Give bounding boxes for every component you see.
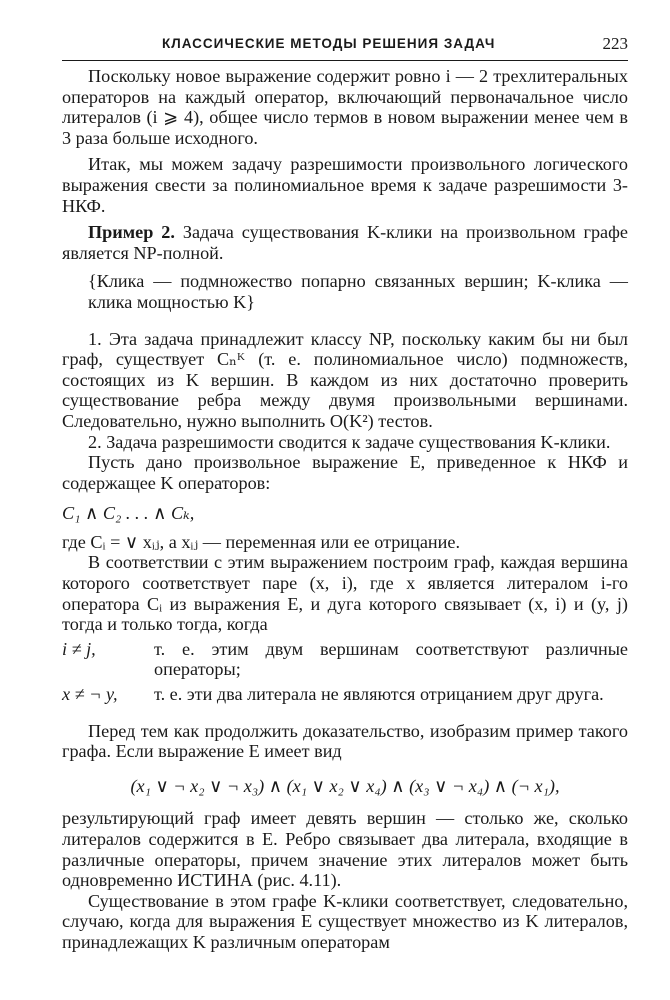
example-text: Задача существования K-клики на произвольном графе является NP-полной. bbox=[62, 222, 628, 263]
paragraph: результирующий граф имеет девять вершин — столько же, сколько литералов содержится в E. Ребро связывает два литерала, входящие в различные операторы, причем значение этих литералов может быть одновременно ИСТИНА (рис. 4.11). bbox=[62, 808, 628, 891]
condition-rhs: т. е. эти два литерала не являются отрицанием друг друга. bbox=[154, 684, 604, 705]
condition-lhs: i ≠ j, bbox=[62, 638, 96, 659]
formula-expression: (x₁ ∨ ¬ x₂ ∨ ¬ x₃) ∧ (x₁ ∨ x₂ ∨ x₄) ∧ (x₃ ∨ ¬ x₄) ∧ (¬ x₁), bbox=[130, 775, 560, 796]
paragraph: Итак, мы можем задачу разрешимости произвольного логического выражения свести за полиномиальное время к задаче разрешимости 3-НКФ. bbox=[62, 154, 628, 216]
paragraph: 1. Эта задача принадлежит классу NP, поскольку каким бы ни был граф, существует Cₙᴷ (т. е. полиномиальное число) подмножеств, состоящих из K вершин. В каждом из них достаточно проверить существование ребра между двумя произвольными вершинами. Следовательно, нужно выполнить O(K²) тестов. bbox=[62, 328, 628, 431]
condition-rhs: т. е. этим двум вершинам соответствуют различные операторы; bbox=[154, 638, 628, 680]
formula-conjunction: C₁ ∧ C₂ . . . ∧ Cₖ, bbox=[62, 503, 195, 524]
paragraph: 2. Задача разрешимости сводится к задаче существования K-клики. bbox=[88, 431, 611, 452]
condition-row bbox=[62, 639, 628, 680]
example-label: Пример 2. bbox=[88, 222, 175, 243]
example-paragraph bbox=[62, 222, 628, 263]
paragraph: Перед тем как продолжить доказательство, изобразим пример такого графа. Если выражение E имеет вид bbox=[62, 720, 628, 762]
paragraph: Поскольку новое выражение содержит ровно i — 2 трехлитеральных операторов на каждый оператор, включающий первоначальное число литералов (i ⩾ 4), общее число термов в новом выражении менее чем в 3 раза больше исходного. bbox=[62, 66, 628, 148]
running-title: КЛАССИЧЕСКИЕ МЕТОДЫ РЕШЕНИЯ ЗАДАЧ bbox=[162, 36, 496, 51]
condition-lhs: x ≠ ¬ y, bbox=[62, 684, 118, 705]
page-body bbox=[62, 66, 628, 953]
page-number: 223 bbox=[602, 34, 628, 53]
definition-note: {Клика — подмножество попарно связанных вершин; K-клика — клика мощностью K} bbox=[88, 271, 628, 312]
paragraph: Существование в этом графе K-клики соответствует, следовательно, случаю, когда для выражения E существует множество из K литералов, принадлежащих K различным операторам bbox=[62, 890, 628, 952]
condition-row bbox=[62, 684, 628, 705]
paragraph: Пусть дано произвольное выражение E, приведенное к НКФ и содержащее K операторов: bbox=[62, 452, 628, 493]
running-header bbox=[62, 34, 628, 61]
paragraph: где Cᵢ = ∨ xᵢⱼ, а xᵢⱼ — переменная или ее отрицание. bbox=[62, 531, 461, 552]
paragraph: В соответствии с этим выражением построим граф, каждая вершина которого соответствует паре (x, i), где x является литералом i-го оператора Cᵢ из выражения E, и дуга которого связывает (x, i) и (y, j) тогда и только тогда, когда bbox=[62, 552, 628, 635]
